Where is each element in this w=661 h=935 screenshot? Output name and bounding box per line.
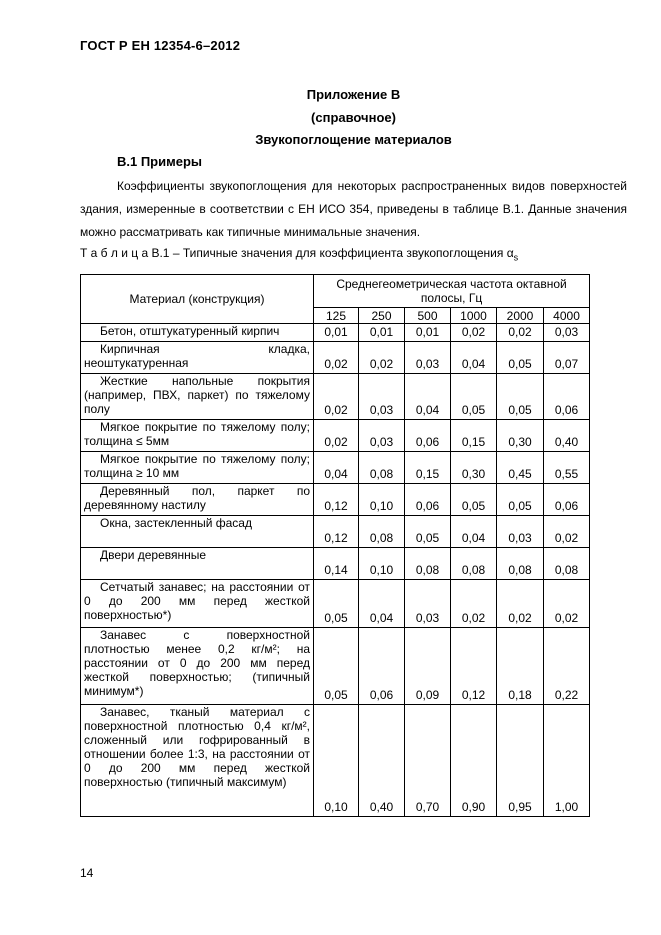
header-freq-2000: 2000 — [497, 308, 544, 324]
value-cell: 0,03 — [544, 324, 590, 342]
table-row — [81, 628, 590, 705]
value-cell: 0,95 — [497, 705, 544, 817]
section-title: В.1 Примеры — [117, 154, 203, 169]
table-row — [81, 324, 590, 342]
table-row — [81, 580, 590, 628]
value-cell: 0,08 — [497, 548, 544, 580]
appendix-title: Приложение В — [306, 87, 401, 102]
section-paragraph-text: Коэффициенты звукопоглощения для некоторых распространенных видов поверхностей здания, измеренные в соответствии с ЕН ИСО 354, приведены в таблице В.1. Данные значения можно рассматривать как типичные минимальные значения. — [80, 179, 627, 239]
value-cell: 0,55 — [544, 452, 590, 484]
value-cell: 0,30 — [497, 420, 544, 452]
material-cell: Мягкое покрытие по тяжелому полу; толщина ≥ 10 мм — [81, 452, 314, 484]
value-cell: 0,03 — [405, 342, 451, 374]
value-cell: 0,45 — [497, 452, 544, 484]
value-cell: 0,10 — [359, 548, 405, 580]
value-cell: 0,02 — [497, 580, 544, 628]
value-cell: 0,06 — [544, 374, 590, 420]
value-cell: 0,08 — [405, 548, 451, 580]
table-row — [81, 420, 590, 452]
value-cell: 0,05 — [314, 628, 359, 705]
value-cell: 0,08 — [359, 516, 405, 548]
value-cell: 0,05 — [497, 342, 544, 374]
value-cell: 0,22 — [544, 628, 590, 705]
header-freq-4000: 4000 — [544, 308, 590, 324]
value-cell: 0,02 — [497, 324, 544, 342]
table-caption-subscript: s — [513, 252, 519, 263]
value-cell: 0,09 — [405, 628, 451, 705]
table-row — [81, 516, 590, 548]
value-cell: 0,02 — [451, 580, 497, 628]
value-cell: 0,04 — [314, 452, 359, 484]
value-cell: 0,01 — [405, 324, 451, 342]
value-cell: 1,00 — [544, 705, 590, 817]
value-cell: 0,02 — [451, 324, 497, 342]
value-cell: 0,40 — [359, 705, 405, 817]
value-cell: 0,05 — [451, 484, 497, 516]
material-cell: Кирпичная кладка, неоштукатуренная — [81, 342, 314, 374]
value-cell: 0,04 — [359, 580, 405, 628]
value-cell: 0,14 — [314, 548, 359, 580]
section-paragraph — [80, 175, 627, 244]
value-cell: 0,30 — [451, 452, 497, 484]
absorption-table — [80, 274, 590, 817]
table-row — [81, 705, 590, 817]
value-cell: 0,15 — [405, 452, 451, 484]
value-cell: 0,10 — [314, 705, 359, 817]
appendix-status: (справочное) — [311, 110, 396, 125]
material-cell: Мягкое покрытие по тяжелому полу; толщина ≤ 5мм — [81, 420, 314, 452]
value-cell: 0,02 — [544, 580, 590, 628]
value-cell: 0,08 — [544, 548, 590, 580]
table-row — [81, 342, 590, 374]
value-cell: 0,12 — [451, 628, 497, 705]
table-row — [81, 548, 590, 580]
value-cell: 0,03 — [497, 516, 544, 548]
value-cell: 0,05 — [497, 484, 544, 516]
value-cell: 0,05 — [405, 516, 451, 548]
value-cell: 0,40 — [544, 420, 590, 452]
value-cell: 0,02 — [544, 516, 590, 548]
header-freq-1000: 1000 — [451, 308, 497, 324]
value-cell: 0,06 — [359, 628, 405, 705]
value-cell: 0,04 — [451, 342, 497, 374]
value-cell: 0,05 — [451, 374, 497, 420]
value-cell: 0,06 — [405, 484, 451, 516]
value-cell: 0,12 — [314, 484, 359, 516]
table-row — [81, 374, 590, 420]
material-cell: Занавес с поверхностной плотностью менее 0,2 кг/м²; на расстоянии от 0 до 200 мм перед жесткой поверхностью; (типичный минимум*) — [81, 628, 314, 705]
value-cell: 0,02 — [314, 374, 359, 420]
value-cell: 0,08 — [359, 452, 405, 484]
material-cell: Занавес, тканый материал с поверхностной плотностью 0,4 кг/м², сложенный или гофрированный в отношении более 1:3, на расстоянии от 0 до 200 мм перед жесткой поверхностью (типичный максимум) — [81, 705, 314, 817]
value-cell: 0,90 — [451, 705, 497, 817]
value-cell: 0,08 — [451, 548, 497, 580]
value-cell: 0,15 — [451, 420, 497, 452]
header-freq-250: 250 — [359, 308, 405, 324]
value-cell: 0,07 — [544, 342, 590, 374]
material-cell: Сетчатый занавес; на расстоянии от 0 до 200 мм перед жесткой поверхностью*) — [81, 580, 314, 628]
material-cell: Двери деревянные — [81, 548, 314, 580]
value-cell: 0,03 — [405, 580, 451, 628]
value-cell: 0,02 — [359, 342, 405, 374]
value-cell: 0,01 — [314, 324, 359, 342]
value-cell: 0,06 — [544, 484, 590, 516]
table-caption-text: Т а б л и ц а В.1 – Типичные значения для коэффициента звукопоглощения α — [80, 246, 514, 260]
table-row — [81, 452, 590, 484]
value-cell: 0,10 — [359, 484, 405, 516]
value-cell: 0,01 — [359, 324, 405, 342]
value-cell: 0,03 — [359, 420, 405, 452]
value-cell: 0,06 — [405, 420, 451, 452]
value-cell: 0,02 — [314, 420, 359, 452]
appendix-heading: Звукопоглощение материалов — [255, 132, 452, 147]
document-header: ГОСТ Р ЕН 12354-6–2012 — [80, 38, 241, 53]
value-cell: 0,03 — [359, 374, 405, 420]
page-number: 14 — [80, 866, 94, 880]
material-cell: Жесткие напольные покрытия (например, ПВХ, паркет) по тяжелому полу — [81, 374, 314, 420]
value-cell: 0,12 — [314, 516, 359, 548]
value-cell: 0,05 — [497, 374, 544, 420]
value-cell: 0,02 — [314, 342, 359, 374]
material-cell: Бетон, отштукатуренный кирпич — [81, 324, 314, 342]
value-cell: 0,05 — [314, 580, 359, 628]
header-freq-500: 500 — [405, 308, 451, 324]
table-caption — [80, 246, 518, 262]
header-frequency: Среднегеометрическая частота октавной полосы, Гц — [314, 275, 590, 308]
value-cell: 0,04 — [405, 374, 451, 420]
table-row — [81, 484, 590, 516]
header-material: Материал (конструкция) — [81, 275, 314, 324]
material-cell: Окна, застекленный фасад — [81, 516, 314, 548]
value-cell: 0,70 — [405, 705, 451, 817]
value-cell: 0,04 — [451, 516, 497, 548]
material-cell: Деревянный пол, паркет по деревянному настилу — [81, 484, 314, 516]
header-freq-125: 125 — [314, 308, 359, 324]
value-cell: 0,18 — [497, 628, 544, 705]
